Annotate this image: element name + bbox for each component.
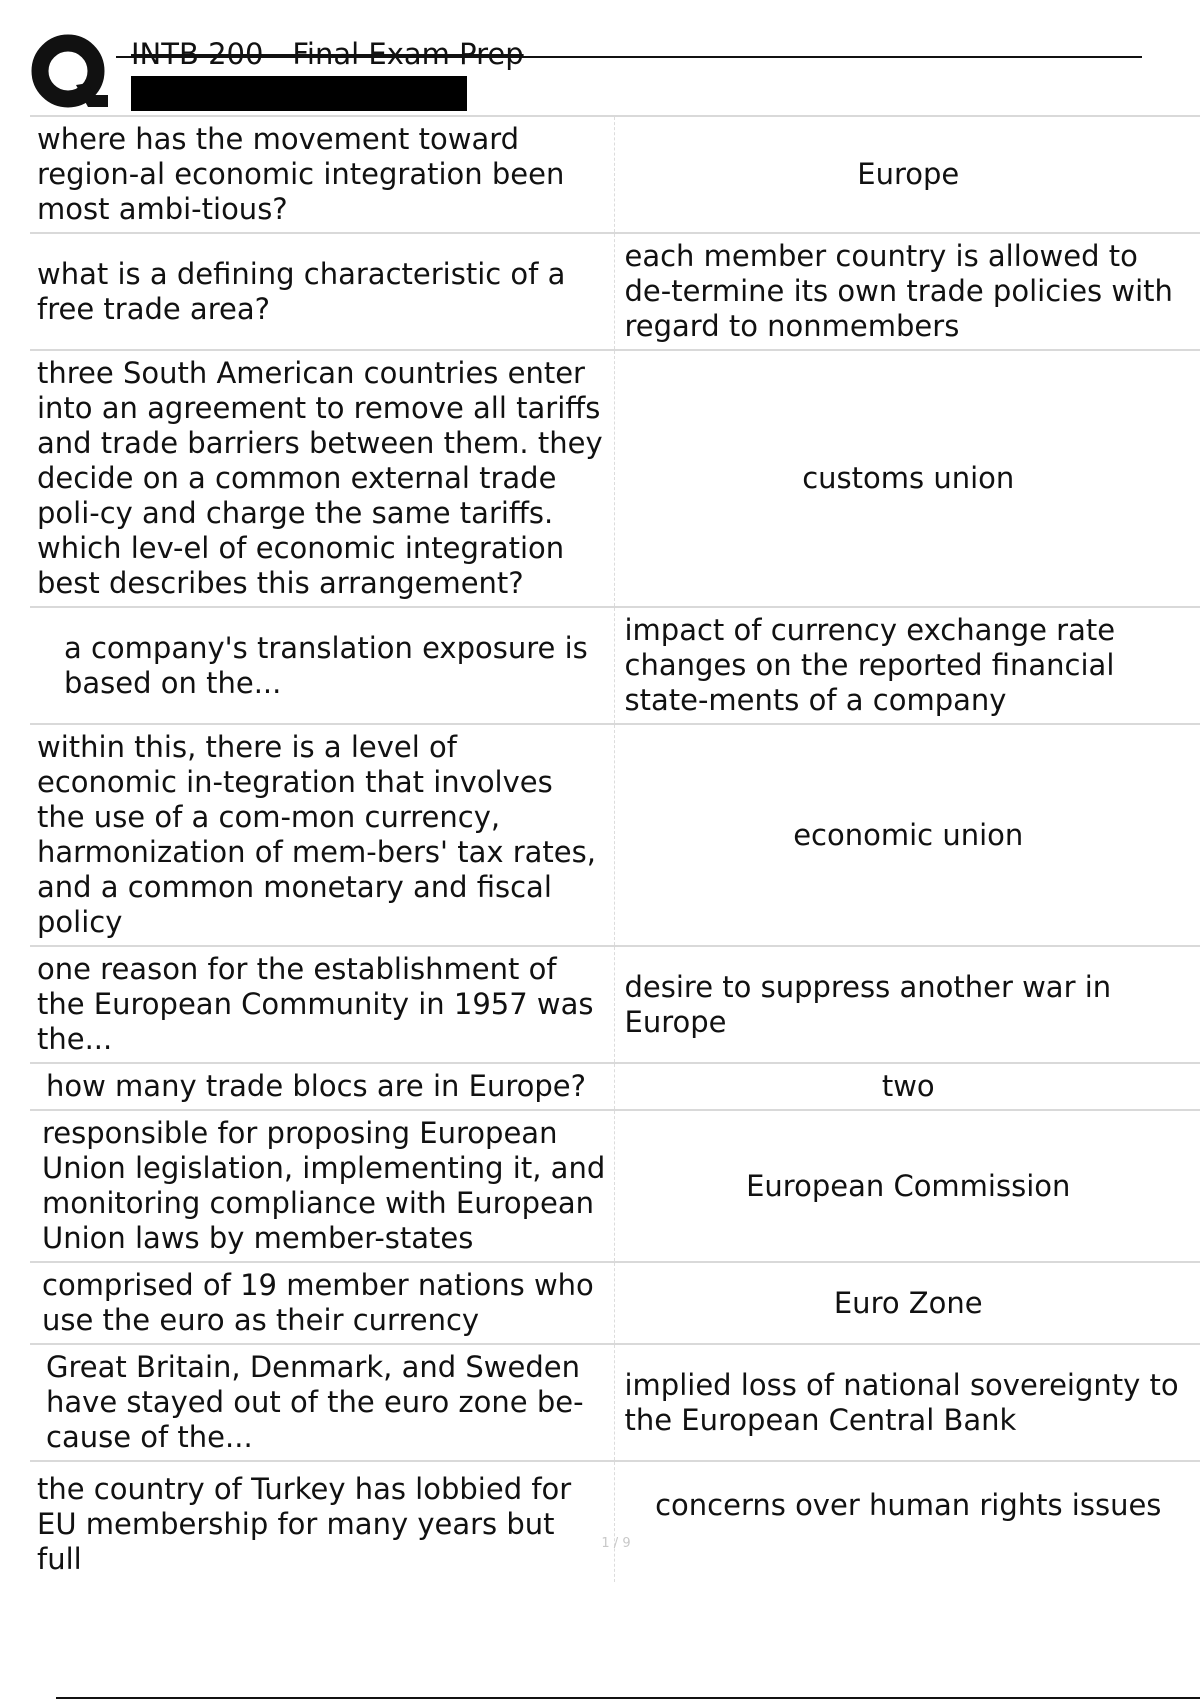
card-answer: customs union <box>614 350 1200 607</box>
card-question: what is a defining characteristic of a free trade area? <box>30 233 614 350</box>
card-answer: European Commission <box>614 1110 1200 1262</box>
card-question: responsible for proposing European Union legislation, implementing it, and monitoring compliance with European Union laws by member-states <box>30 1110 614 1262</box>
quizlet-q-icon <box>30 33 112 115</box>
card-row <box>30 1262 1200 1344</box>
card-answer: two <box>614 1063 1200 1110</box>
card-row <box>30 1063 1200 1110</box>
footer-rule <box>56 1697 1200 1699</box>
card-question: how many trade blocs are in Europe? <box>30 1063 614 1110</box>
card-question: one reason for the establishment of the European Community in 1957 was the... <box>30 946 614 1063</box>
card-answer: economic union <box>614 724 1200 946</box>
redacted-block <box>131 76 467 111</box>
flashcard-table <box>30 115 1200 1582</box>
card-answer: concerns over human rights issues <box>614 1461 1200 1582</box>
card-row <box>30 607 1200 724</box>
card-question: where has the movement toward region-al economic integration been most ambi-tious? <box>30 116 614 233</box>
card-row <box>30 724 1200 946</box>
card-row <box>30 1110 1200 1262</box>
card-question: Great Britain, Denmark, and Sweden have stayed out of the euro zone be-cause of the... <box>30 1344 614 1461</box>
card-answer: implied loss of national sovereignty to the European Central Bank <box>614 1344 1200 1461</box>
card-row <box>30 116 1200 233</box>
page-number: 1 / 9 <box>601 1536 631 1551</box>
card-question: three South American countries enter into an agreement to remove all tariffs and trade barriers between them. they decide on a common external trade poli-cy and charge the same tariffs. which lev-el of economic integration best describes this arrangement? <box>30 350 614 607</box>
card-answer: Europe <box>614 116 1200 233</box>
card-question: within this, there is a level of economic in-tegration that involves the use of a com-mon currency, harmonization of mem-bers' tax rates, and a common monetary and fiscal policy <box>30 724 614 946</box>
card-question: the country of Turkey has lobbied for EU membership for many years but full <box>30 1461 614 1582</box>
card-answer: Euro Zone <box>614 1262 1200 1344</box>
card-answer: desire to suppress another war in Europe <box>614 946 1200 1063</box>
card-answer: each member country is allowed to de-termine its own trade policies with regard to nonmembers <box>614 233 1200 350</box>
card-row <box>30 350 1200 607</box>
card-question: comprised of 19 member nations who use the euro as their currency <box>30 1262 614 1344</box>
card-row <box>30 1344 1200 1461</box>
card-row <box>30 1461 1200 1582</box>
card-row <box>30 233 1200 350</box>
card-question: a company's translation exposure is based on the... <box>30 607 614 724</box>
document-title: INTB 200 - Final Exam Prep <box>131 37 524 71</box>
card-row <box>30 946 1200 1063</box>
card-answer: impact of currency exchange rate changes on the reported financial state-ments of a company <box>614 607 1200 724</box>
title-strike-rule <box>116 56 1142 58</box>
